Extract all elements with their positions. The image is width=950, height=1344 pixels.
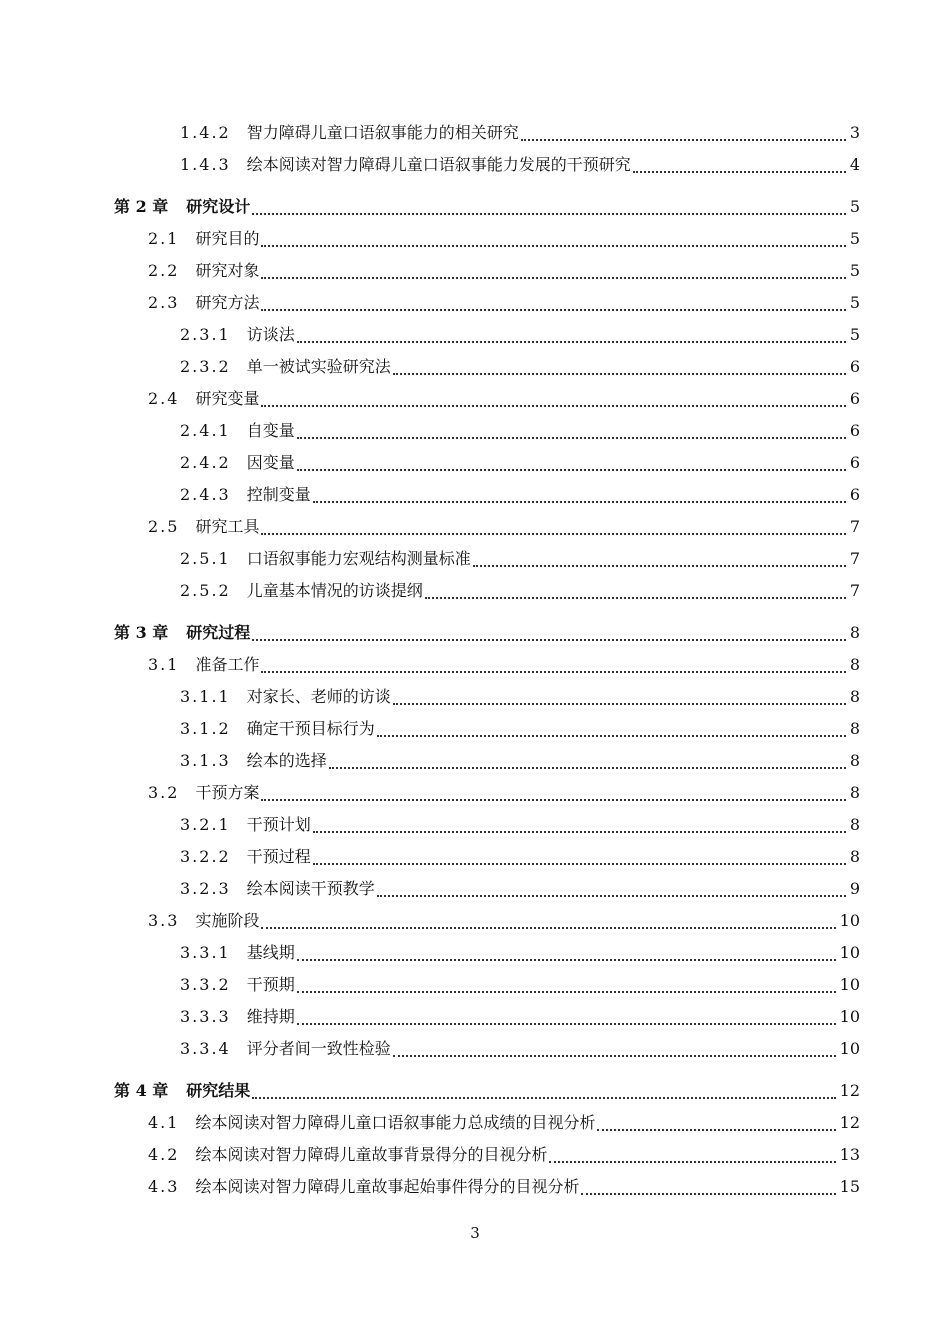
toc-entry[interactable]: [114, 223, 860, 255]
toc-entry-title: 绘本阅读对智力障碍儿童故事起始事件得分的目视分析: [195, 1177, 580, 1196]
toc-entry-title: 准备工作: [195, 655, 260, 674]
toc-entry-title: 研究设计: [186, 197, 251, 216]
toc-entry-page: 12: [839, 1081, 860, 1100]
toc-entry[interactable]: [114, 255, 860, 287]
dot-leader: [261, 799, 845, 801]
toc-entry-number: 1.4.2: [180, 123, 231, 142]
table-of-contents: [114, 117, 860, 1203]
dot-leader: [252, 639, 846, 641]
toc-entry-page: 5: [849, 197, 860, 216]
toc-entry-title: 实施阶段: [195, 911, 260, 930]
dot-leader: [329, 767, 846, 769]
toc-entry-page: 9: [849, 879, 860, 898]
toc-entry-title: 确定干预目标行为: [246, 719, 375, 738]
toc-entry-number: 2.4: [148, 389, 180, 408]
dot-leader: [393, 373, 846, 375]
toc-entry[interactable]: [114, 777, 860, 809]
dot-leader: [313, 501, 846, 503]
toc-entry-page: 8: [849, 719, 860, 738]
toc-entry-title: 智力障碍儿童口语叙事能力的相关研究: [246, 123, 519, 142]
toc-entry-title: 访谈法: [246, 325, 295, 344]
toc-entry[interactable]: [114, 415, 860, 447]
toc-entry-number: 3.1.2: [180, 719, 231, 738]
dot-leader: [425, 597, 846, 599]
toc-entry-page: 3: [849, 123, 860, 142]
dot-leader: [261, 533, 845, 535]
dot-leader: [377, 735, 846, 737]
dot-leader: [581, 1193, 835, 1195]
toc-entry-page: 5: [849, 261, 860, 280]
dot-leader: [521, 139, 846, 141]
toc-entry-page: 8: [849, 655, 860, 674]
toc-entry-number: 2.2: [148, 261, 180, 280]
toc-entry[interactable]: [114, 543, 860, 575]
toc-entry-page: 15: [839, 1177, 860, 1196]
toc-entry-number: 2.5.1: [180, 549, 231, 568]
toc-entry[interactable]: [114, 1033, 860, 1065]
toc-entry[interactable]: [114, 1107, 860, 1139]
toc-entry[interactable]: [114, 447, 860, 479]
toc-entry-page: 8: [849, 751, 860, 770]
dot-leader: [261, 309, 845, 311]
toc-entry[interactable]: [114, 1171, 860, 1203]
toc-entry-page: 13: [839, 1145, 860, 1164]
toc-entry-number: 第 2 章: [114, 197, 169, 216]
toc-entry-title: 干预计划: [246, 815, 311, 834]
toc-entry-title: 干预过程: [246, 847, 311, 866]
toc-entry-number: 3.2.2: [180, 847, 231, 866]
dot-leader: [297, 1023, 836, 1025]
toc-entry-title: 儿童基本情况的访谈提纲: [246, 581, 423, 600]
dot-leader: [597, 1129, 835, 1131]
toc-entry-title: 口语叙事能力宏观结构测量标准: [246, 549, 471, 568]
toc-entry-title: 研究方法: [195, 293, 260, 312]
toc-entry-title: 研究目的: [195, 229, 260, 248]
toc-entry-number: 2.3.2: [180, 357, 231, 376]
toc-entry-number: 2.5: [148, 517, 180, 536]
dot-leader: [261, 927, 835, 929]
toc-entry[interactable]: [114, 873, 860, 905]
dot-leader: [297, 341, 846, 343]
toc-entry[interactable]: [114, 809, 860, 841]
toc-entry-number: 3.1: [148, 655, 180, 674]
toc-entry-page: 6: [849, 421, 860, 440]
toc-entry-page: 8: [849, 687, 860, 706]
toc-entry-number: 3.3.2: [180, 975, 231, 994]
toc-entry[interactable]: [114, 1075, 860, 1107]
dot-leader: [473, 565, 846, 567]
dot-leader: [252, 1097, 835, 1099]
toc-entry-page: 10: [839, 1039, 860, 1058]
toc-entry[interactable]: [114, 149, 860, 181]
toc-entry-number: 1.4.3: [180, 155, 231, 174]
toc-entry[interactable]: [114, 745, 860, 777]
toc-entry-number: 4.1: [148, 1113, 180, 1132]
toc-entry-number: 第 4 章: [114, 1081, 169, 1100]
toc-entry-title: 绘本的选择: [246, 751, 327, 770]
toc-entry[interactable]: [114, 1001, 860, 1033]
toc-entry[interactable]: [114, 287, 860, 319]
toc-entry-number: 2.4.3: [180, 485, 231, 504]
toc-entry[interactable]: [114, 191, 860, 223]
toc-entry-number: 4.3: [148, 1177, 180, 1196]
toc-entry[interactable]: [114, 511, 860, 543]
toc-entry-page: 8: [849, 815, 860, 834]
toc-entry-page: 5: [849, 293, 860, 312]
dot-leader: [393, 1055, 836, 1057]
toc-entry[interactable]: [114, 969, 860, 1001]
toc-entry-title: 研究对象: [195, 261, 260, 280]
toc-entry-title: 因变量: [246, 453, 295, 472]
toc-entry[interactable]: [114, 351, 860, 383]
toc-entry-page: 10: [839, 911, 860, 930]
toc-entry-title: 控制变量: [246, 485, 311, 504]
toc-entry-title: 自变量: [246, 421, 295, 440]
toc-entry-page: 8: [849, 847, 860, 866]
toc-entry-number: 2.5.2: [180, 581, 231, 600]
toc-entry-page: 6: [849, 357, 860, 376]
toc-entry[interactable]: [114, 649, 860, 681]
toc-entry[interactable]: [114, 905, 860, 937]
toc-entry-page: 10: [839, 1007, 860, 1026]
toc-entry[interactable]: [114, 117, 860, 149]
toc-entry-page: 6: [849, 453, 860, 472]
toc-entry-page: 7: [849, 517, 860, 536]
toc-entry[interactable]: [114, 713, 860, 745]
toc-entry-title: 单一被试实验研究法: [246, 357, 391, 376]
toc-entry[interactable]: [114, 1139, 860, 1171]
toc-entry-title: 研究过程: [186, 623, 251, 642]
toc-entry-title: 研究工具: [195, 517, 260, 536]
dot-leader: [377, 895, 846, 897]
toc-entry-title: 研究变量: [195, 389, 260, 408]
toc-entry-number: 3.3.1: [180, 943, 231, 962]
toc-entry-page: 10: [839, 943, 860, 962]
toc-entry-page: 7: [849, 581, 860, 600]
toc-entry-title: 维持期: [246, 1007, 295, 1026]
toc-entry-title: 干预方案: [195, 783, 260, 802]
toc-entry-number: 3.2: [148, 783, 180, 802]
toc-entry-title: 绘本阅读对智力障碍儿童口语叙事能力发展的干预研究: [246, 155, 631, 174]
toc-entry[interactable]: [114, 681, 860, 713]
toc-entry-number: 3.1.3: [180, 751, 231, 770]
dot-leader: [313, 863, 846, 865]
toc-entry[interactable]: [114, 937, 860, 969]
toc-entry-number: 2.1: [148, 229, 180, 248]
toc-entry-title: 研究结果: [186, 1081, 251, 1100]
toc-entry-page: 5: [849, 229, 860, 248]
toc-entry-number: 2.4.2: [180, 453, 231, 472]
toc-entry-title: 绘本阅读干预教学: [246, 879, 375, 898]
toc-entry[interactable]: [114, 575, 860, 607]
toc-entry-page: 8: [849, 783, 860, 802]
dot-leader: [261, 245, 845, 247]
toc-entry-number: 2.3.1: [180, 325, 231, 344]
toc-entry-number: 3.3.4: [180, 1039, 231, 1058]
toc-entry[interactable]: [114, 617, 860, 649]
dot-leader: [261, 671, 845, 673]
dot-leader: [313, 831, 846, 833]
toc-entry[interactable]: [114, 479, 860, 511]
toc-entry-number: 2.3: [148, 293, 180, 312]
toc-entry-number: 第 3 章: [114, 623, 169, 642]
toc-entry-page: 5: [849, 325, 860, 344]
toc-entry-page: 6: [849, 389, 860, 408]
toc-entry-page: 12: [839, 1113, 860, 1132]
toc-entry-page: 4: [849, 155, 860, 174]
toc-entry[interactable]: [114, 319, 860, 351]
dot-leader: [261, 277, 845, 279]
toc-entry-title: 干预期: [246, 975, 295, 994]
toc-entry-title: 评分者间一致性检验: [246, 1039, 391, 1058]
toc-entry-number: 3.3: [148, 911, 180, 930]
toc-entry-number: 4.2: [148, 1145, 180, 1164]
toc-entry-title: 基线期: [246, 943, 295, 962]
dot-leader: [297, 469, 846, 471]
toc-entry-number: 2.4.1: [180, 421, 231, 440]
dot-leader: [549, 1161, 835, 1163]
toc-entry-number: 3.2.3: [180, 879, 231, 898]
page-number: 3: [470, 1224, 480, 1242]
toc-entry-page: 6: [849, 485, 860, 504]
toc-entry-number: 3.2.1: [180, 815, 231, 834]
toc-entry[interactable]: [114, 383, 860, 415]
toc-entry-title: 绘本阅读对智力障碍儿童口语叙事能力总成绩的目视分析: [195, 1113, 596, 1132]
dot-leader: [297, 991, 836, 993]
dot-leader: [252, 213, 846, 215]
dot-leader: [261, 405, 845, 407]
toc-entry-number: 3.3.3: [180, 1007, 231, 1026]
dot-leader: [297, 437, 846, 439]
toc-entry-number: 3.1.1: [180, 687, 231, 706]
toc-entry-page: 8: [849, 623, 860, 642]
toc-entry[interactable]: [114, 841, 860, 873]
toc-entry-page: 10: [839, 975, 860, 994]
toc-entry-title: 绘本阅读对智力障碍儿童故事背景得分的目视分析: [195, 1145, 548, 1164]
dot-leader: [393, 703, 846, 705]
toc-entry-page: 7: [849, 549, 860, 568]
toc-entry-title: 对家长、老师的访谈: [246, 687, 391, 706]
dot-leader: [633, 171, 846, 173]
dot-leader: [297, 959, 836, 961]
